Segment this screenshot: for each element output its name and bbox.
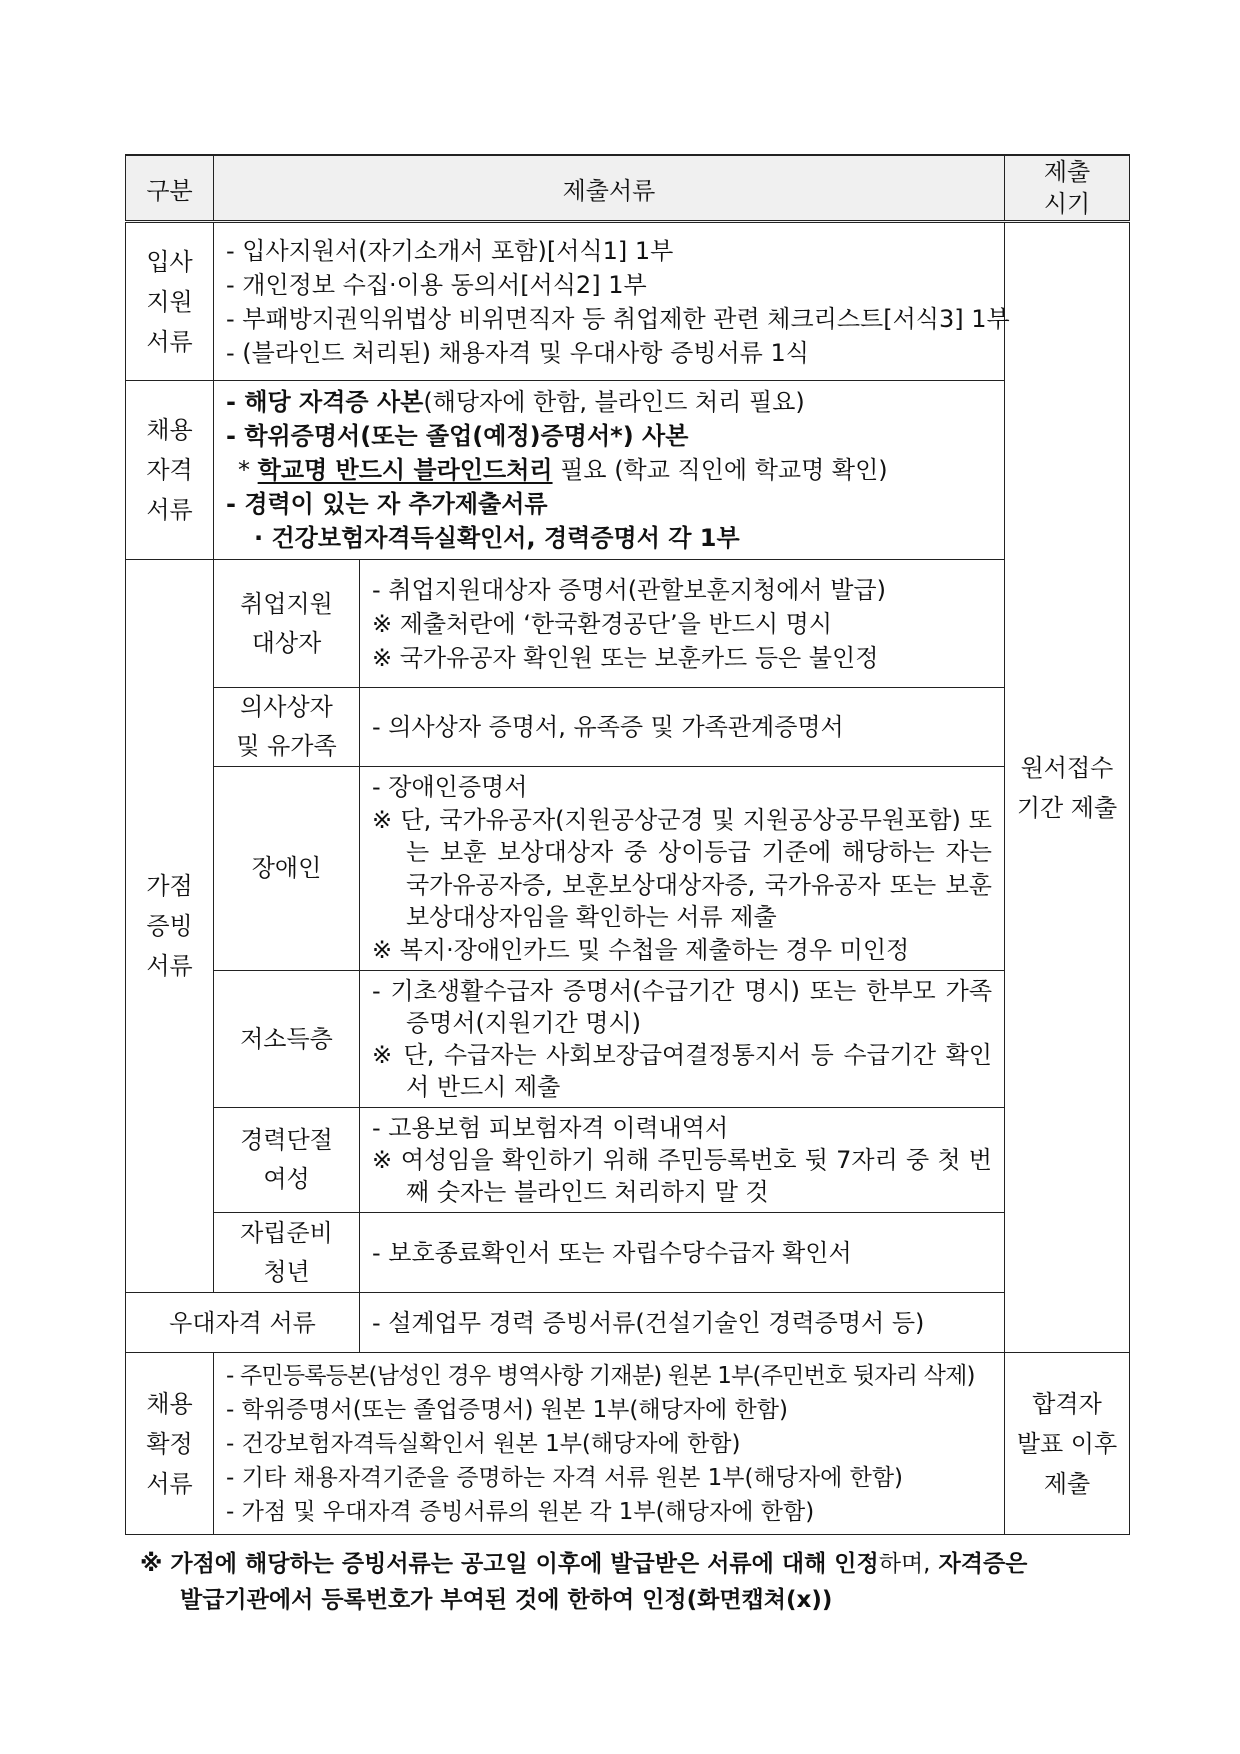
qualification-category: 채용 자격 서류 xyxy=(126,381,214,560)
timing-main: 원서접수 기간 제출 xyxy=(1005,222,1130,1353)
preference-row xyxy=(126,1293,1130,1353)
apply-category: 입사 지원 서류 xyxy=(126,222,214,381)
list-item: - 보호종료확인서 또는 자립수당수급자 확인서 xyxy=(372,1238,852,1267)
list-item: - 설계업무 경력 증빙서류(건설기술인 경력증명서 등) xyxy=(372,1308,925,1337)
list-item: - 고용보험 피보험자격 이력내역서 xyxy=(372,1114,729,1142)
bonus-documents xyxy=(360,767,1005,971)
table-header-row xyxy=(126,155,1130,222)
list-item: - 장애인증명서 xyxy=(372,773,528,801)
bonus-row-career-break xyxy=(126,1108,1130,1213)
bonus-label: 의사상자 및 유가족 xyxy=(214,688,360,767)
header-category: 구분 xyxy=(126,155,214,222)
list-item: ※ 복지·장애인카드 및 수첩을 제출하는 경우 미인정 xyxy=(372,935,910,964)
list-item: - 학위증명서(또는 졸업(예정)증명서*) 사본 xyxy=(226,422,689,450)
timing-confirm: 합격자 발표 이후 제출 xyxy=(1005,1353,1130,1535)
list-item: - 건강보험자격득실확인서 원본 1부(해당자에 한함) xyxy=(226,1430,741,1457)
bonus-label: 저소득층 xyxy=(214,971,360,1108)
list-item: ※ 국가유공자 확인원 또는 보훈카드 등은 불인정 xyxy=(372,643,879,672)
bonus-label: 경력단절 여성 xyxy=(214,1108,360,1213)
list-item: - 부패방지권익위법상 비위면직자 등 취업제한 관련 체크리스트[서식3] 1부 xyxy=(226,304,1010,333)
list-item: - (블라인드 처리된) 채용자격 및 우대사항 증빙서류 1식 xyxy=(226,338,809,367)
bonus-category: 가점 증빙 서류 xyxy=(126,560,214,1293)
qualification-row xyxy=(126,381,1130,560)
confirm-category: 채용 확정 서류 xyxy=(126,1353,214,1535)
list-item: ※ 단, 수급자는 사회보장급여결정통지서 등 수급기간 확인서 반드시 제출 xyxy=(372,1041,992,1101)
list-item: - 의사상자 증명서, 유족증 및 가족관계증명서 xyxy=(372,713,844,741)
list-item: - 기초생활수급자 증명서(수급기간 명시) 또는 한부모 가족증명서(지원기간 명시) xyxy=(372,977,992,1037)
bonus-row-employment-support xyxy=(126,560,1130,688)
list-item: - 입사지원서(자기소개서 포함)[서식1] 1부 xyxy=(226,236,674,265)
footnote-line-1: ※ 가점에 해당하는 증빙서류는 공고일 이후에 발급받은 서류에 대해 인정하며, 자격증은 xyxy=(140,1551,1028,1577)
footnote xyxy=(140,1546,1130,1618)
confirm-row xyxy=(126,1353,1130,1535)
list-item: - 기타 채용자격기준을 증명하는 자격 서류 원본 1부(해당자에 한함) xyxy=(226,1464,904,1491)
bonus-row-youth xyxy=(126,1213,1130,1293)
apply-row xyxy=(126,222,1130,381)
list-item: - 해당 자격증 사본(해당자에 한함, 블라인드 처리 필요) xyxy=(226,388,805,416)
bonus-label: 취업지원 대상자 xyxy=(214,560,360,688)
bonus-row-low-income xyxy=(126,971,1130,1108)
header-documents: 제출서류 xyxy=(214,155,1005,222)
bonus-documents xyxy=(360,688,1005,767)
confirm-documents xyxy=(214,1353,1005,1535)
list-item: ※ 제출처란에 ‘한국환경공단’을 반드시 명시 xyxy=(372,609,833,638)
list-item: * 학교명 반드시 블라인드처리 필요 (학교 직인에 학교명 확인) xyxy=(238,456,888,484)
bonus-documents xyxy=(360,560,1005,688)
bonus-documents xyxy=(360,971,1005,1108)
list-item: - 학위증명서(또는 졸업증명서) 원본 1부(해당자에 한함) xyxy=(226,1396,788,1423)
apply-documents xyxy=(214,222,1010,381)
list-item: - 주민등록등본(남성인 경우 병역사항 기재분) 원본 1부(주민번호 뒷자리 삭제) xyxy=(226,1362,975,1389)
header-timing: 제출 시기 xyxy=(1005,155,1130,222)
preference-category: 우대자격 서류 xyxy=(126,1293,360,1353)
bonus-row-disabled xyxy=(126,767,1130,971)
preference-documents xyxy=(360,1293,1005,1353)
list-item: ※ 여성임을 확인하기 위해 주민등록번호 뒷 7자리 중 첫 번째 숫자는 블라인드 처리하지 말 것 xyxy=(372,1146,992,1206)
bonus-row-casualties xyxy=(126,688,1130,767)
list-item: - 경력이 있는 자 추가제출서류 xyxy=(226,490,548,518)
list-item: - 가점 및 우대자격 증빙서류의 원본 각 1부(해당자에 한함) xyxy=(226,1498,815,1525)
qualification-documents xyxy=(214,381,1005,560)
list-item: - 개인정보 수집·이용 동의서[서식2] 1부 xyxy=(226,270,647,299)
footnote-line-2: 발급기관에서 등록번호가 부여된 것에 한하여 인정(화면캡쳐(x)) xyxy=(180,1587,833,1613)
submission-documents-table xyxy=(125,154,1130,1535)
bonus-label: 자립준비 청년 xyxy=(214,1213,360,1293)
bonus-label: 장애인 xyxy=(214,767,360,971)
list-item: - 취업지원대상자 증명서(관할보훈지청에서 발급) xyxy=(372,575,886,604)
list-item: ※ 단, 국가유공자(지원공상군경 및 지원공상공무원포함) 또는 보훈 보상대상자 중 상이등급 기준에 해당하는 자는 국가유공자증, 보훈보상대상자증, 국가유공자 또는 보훈보상대상자임을 확인하는 서류 제출 xyxy=(372,805,992,931)
bonus-documents xyxy=(360,1213,1005,1293)
bonus-documents xyxy=(360,1108,1005,1213)
list-item: · 건강보험자격득실확인서, 경력증명서 각 1부 xyxy=(254,524,740,552)
